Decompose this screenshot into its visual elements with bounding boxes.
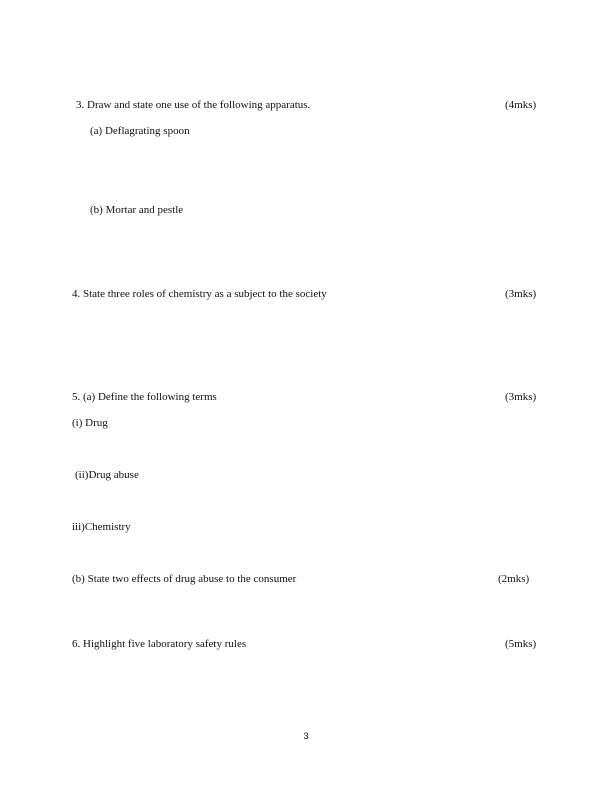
question-5a-marks: (3mks): [505, 391, 537, 403]
page-number: 3: [303, 731, 309, 741]
question-3-text: 3. Draw and state one use of the following apparatus.: [76, 99, 311, 111]
question-6-text: 6. Highlight five laboratory safety rules: [72, 638, 247, 650]
question-4-marks: (3mks): [505, 288, 537, 300]
question-5-term-ii: (ii)Drug abuse: [75, 469, 139, 481]
question-3a-text: (a) Deflagrating spoon: [90, 125, 190, 137]
question-5-term-i: (i) Drug: [72, 417, 108, 429]
question-6-marks: (5mks): [505, 638, 537, 650]
question-3-marks: (4mks): [505, 99, 537, 111]
question-3b-text: (b) Mortar and pestle: [90, 204, 184, 216]
question-5-term-iii: iii)Chemistry: [72, 521, 131, 533]
question-5a-text: 5. (a) Define the following terms: [72, 391, 217, 403]
question-4-text: 4. State three roles of chemistry as a subject to the society: [72, 288, 327, 300]
question-5b-text: (b) State two effects of drug abuse to the consumer: [72, 573, 297, 585]
question-5b-marks: (2mks): [498, 573, 530, 585]
